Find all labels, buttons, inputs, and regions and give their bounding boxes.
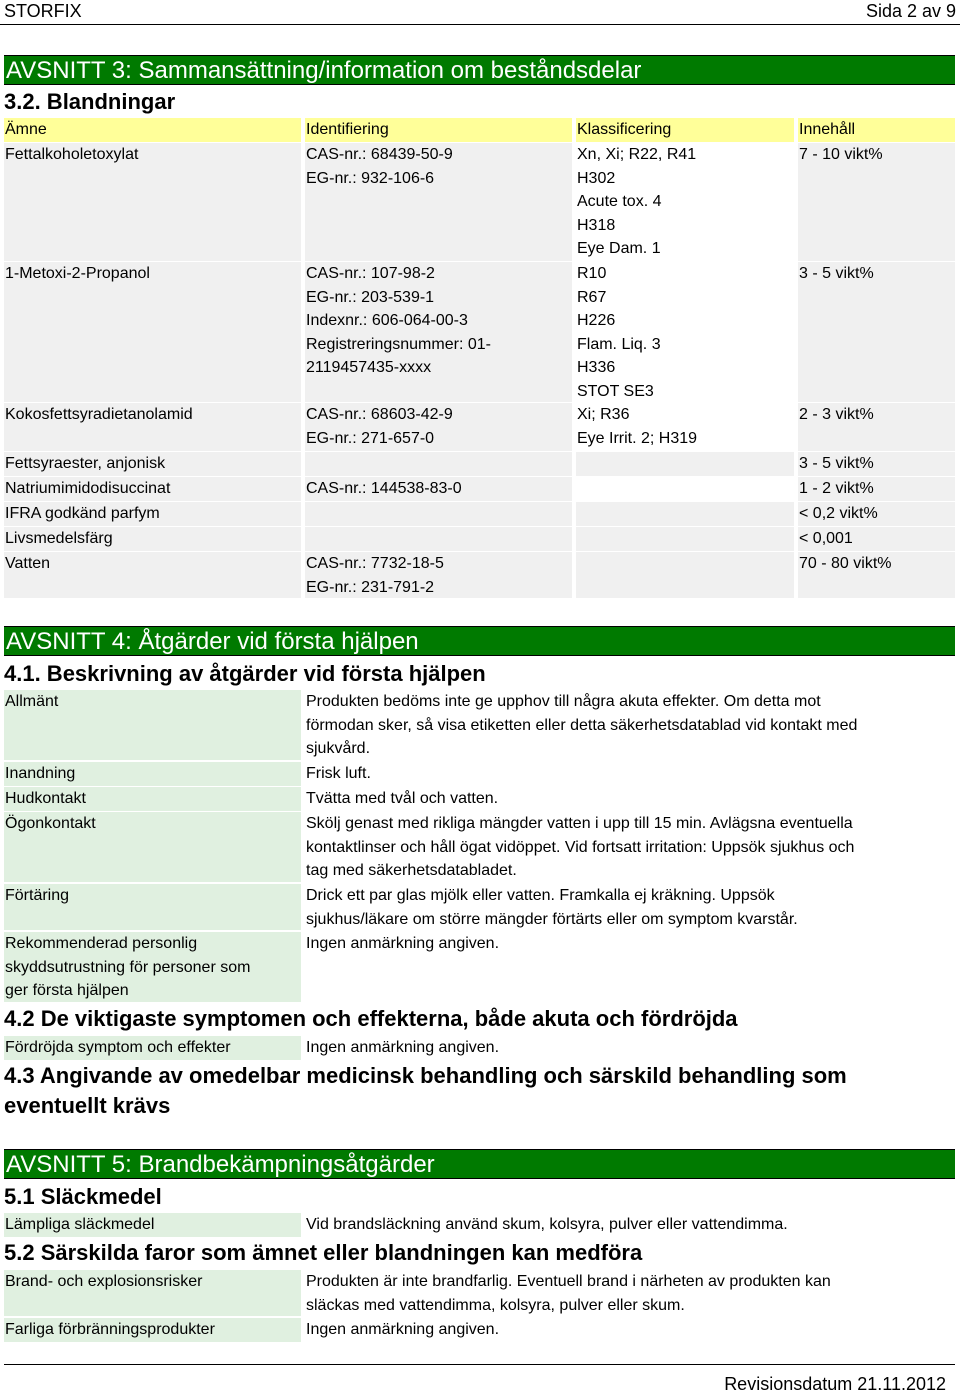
section-4-1-title: 4.1. Beskrivning av åtgärder vid första hjälpen: [4, 661, 486, 686]
table-row-substance: Natriumimidodisuccinat: [4, 477, 301, 501]
table-row-substance: IFRA godkänd parfym: [4, 502, 301, 526]
table-row-identification: CAS-nr.: 107-98-2 EG-nr.: 203-539-1 Indexnr.: 606-064-00-3 Registreringsnummer: 01- 2119457435-xxxx: [305, 262, 572, 402]
table-row-identification: [305, 452, 572, 476]
table-row-substance: Fettalkoholetoxylat: [4, 143, 301, 261]
table-row-identification: [305, 527, 572, 551]
delayed-symptoms-text: Ingen anmärkning angiven.: [306, 1039, 500, 1056]
first-aid-label: Allmänt: [4, 690, 301, 760]
first-aid-label: Förtäring: [4, 884, 301, 930]
first-aid-label: Rekommenderad personlig skyddsutrustning för personer som ger första hjälpen: [4, 932, 301, 1002]
table-row-identification: [305, 502, 572, 526]
delayed-symptoms-label: Fördröjda symptom och effekter: [4, 1036, 301, 1060]
table-row-content: 3 - 5 vikt%: [798, 452, 955, 476]
first-aid-label: Ögonkontakt: [4, 812, 301, 882]
fire-hazard-label: Brand- och explosionsrisker: [4, 1270, 301, 1316]
combustion-products-text: Ingen anmärkning angiven.: [306, 1321, 500, 1338]
table-row-classification: R10 R67 H226 Flam. Liq. 3 H336 STOT SE3: [577, 265, 661, 400]
col-header-identification: Identifiering: [305, 118, 572, 142]
page-number: Sida 2 av 9: [865, 1, 956, 21]
combustion-products-label: Farliga förbränningsprodukter: [4, 1318, 301, 1342]
table-row-content: 2 - 3 vikt%: [798, 403, 955, 451]
first-aid-text: Skölj genast med rikliga mängder vatten i upp till 15 min. Avlägsna eventuella kontaktlinser och håll ögat vidöppet. Vid fortsatt irritation: Uppsök sjukhus och tag med säkerhetsdatabladet.: [306, 815, 855, 879]
table-row-classification: [576, 502, 794, 526]
first-aid-text: Tvätta med tvål och vatten.: [306, 790, 499, 807]
section-4-title: AVSNITT 4: Åtgärder vid första hjälpen: [4, 626, 955, 656]
table-row-content: 3 - 5 vikt%: [798, 262, 955, 402]
footer-divider: [4, 1364, 955, 1365]
col-header-classification: Klassificering: [576, 118, 794, 142]
section-4-3-title: 4.3 Angivande av omedelbar medicinsk behandling och särskild behandling som eventuellt krävs: [4, 1063, 847, 1118]
extinguishing-media-label: Lämpliga släckmedel: [4, 1213, 301, 1237]
table-row-content: 7 - 10 vikt%: [798, 143, 955, 261]
table-row-classification: Xn, Xi; R22, R41 H302 Acute tox. 4 H318 Eye Dam. 1: [577, 146, 697, 257]
section-5-1-title: 5.1 Släckmedel: [4, 1184, 162, 1209]
col-header-substance: Ämne: [4, 118, 301, 142]
first-aid-text: Produkten bedöms inte ge upphov till några akuta effekter. Om detta mot förmodan sker, så visa etiketten eller detta säkerhetsdatablad vid kontakt med sjukvård.: [306, 693, 858, 757]
table-row-classification: [576, 552, 794, 598]
table-row-substance: Kokosfettsyradietanolamid: [4, 403, 301, 451]
table-row-substance: Livsmedelsfärg: [4, 527, 301, 551]
first-aid-text: Ingen anmärkning angiven.: [306, 935, 500, 952]
section-3-2-title: 3.2. Blandningar: [4, 89, 176, 114]
table-row-identification: CAS-nr.: 144538-83-0: [305, 477, 572, 501]
company-name: STORFIX: [4, 1, 82, 21]
table-row-substance: Fettsyraester, anjonisk: [4, 452, 301, 476]
revision-date: Revisionsdatum 21.11.2012: [724, 1374, 946, 1394]
first-aid-label: Hudkontakt: [4, 787, 301, 811]
first-aid-label: Inandning: [4, 762, 301, 786]
section-3-title: AVSNITT 3: Sammansättning/information om beståndsdelar: [4, 55, 955, 85]
table-row-identification: CAS-nr.: 68439-50-9 EG-nr.: 932-106-6: [305, 143, 572, 261]
table-row-classification: [576, 527, 794, 551]
first-aid-text: Drick ett par glas mjölk eller vatten. Framkalla ej kräkning. Uppsök sjukhus/läkare om större mängder förtärts eller om symptom kvarstår.: [306, 887, 798, 928]
table-row-content: 1 - 2 vikt%: [798, 477, 955, 501]
extinguishing-media-text: Vid brandsläckning använd skum, kolsyra, pulver eller vattendimma.: [306, 1216, 788, 1233]
section-5-title: AVSNITT 5: Brandbekämpningsåtgärder: [4, 1149, 955, 1179]
table-row-content: < 0,001: [798, 527, 955, 551]
section-5-2-title: 5.2 Särskilda faror som ämnet eller blandningen kan medföra: [4, 1240, 643, 1265]
table-row-classification: [576, 477, 794, 501]
table-row-classification: [576, 452, 794, 476]
table-row-content: 70 - 80 vikt%: [798, 552, 955, 598]
table-row-classification: Xi; R36 Eye Irrit. 2; H319: [577, 406, 698, 447]
table-row-identification: CAS-nr.: 68603-42-9 EG-nr.: 271-657-0: [305, 403, 572, 451]
first-aid-text: Frisk luft.: [306, 765, 371, 782]
table-row-substance: 1-Metoxi-2-Propanol: [4, 262, 301, 402]
table-row-content: < 0,2 vikt%: [798, 502, 955, 526]
table-row-identification: CAS-nr.: 7732-18-5 EG-nr.: 231-791-2: [305, 552, 572, 598]
section-4-2-title: 4.2 De viktigaste symptomen och effekterna, både akuta och fördröjda: [4, 1006, 738, 1031]
col-header-content: Innehåll: [798, 118, 955, 142]
table-row-substance: Vatten: [4, 552, 301, 598]
fire-hazard-text: Produkten är inte brandfarlig. Eventuell brand i närheten av produkten kan släckas med vattendimma, kolsyra, pulver eller skum.: [306, 1273, 831, 1314]
header-divider: [0, 24, 960, 25]
